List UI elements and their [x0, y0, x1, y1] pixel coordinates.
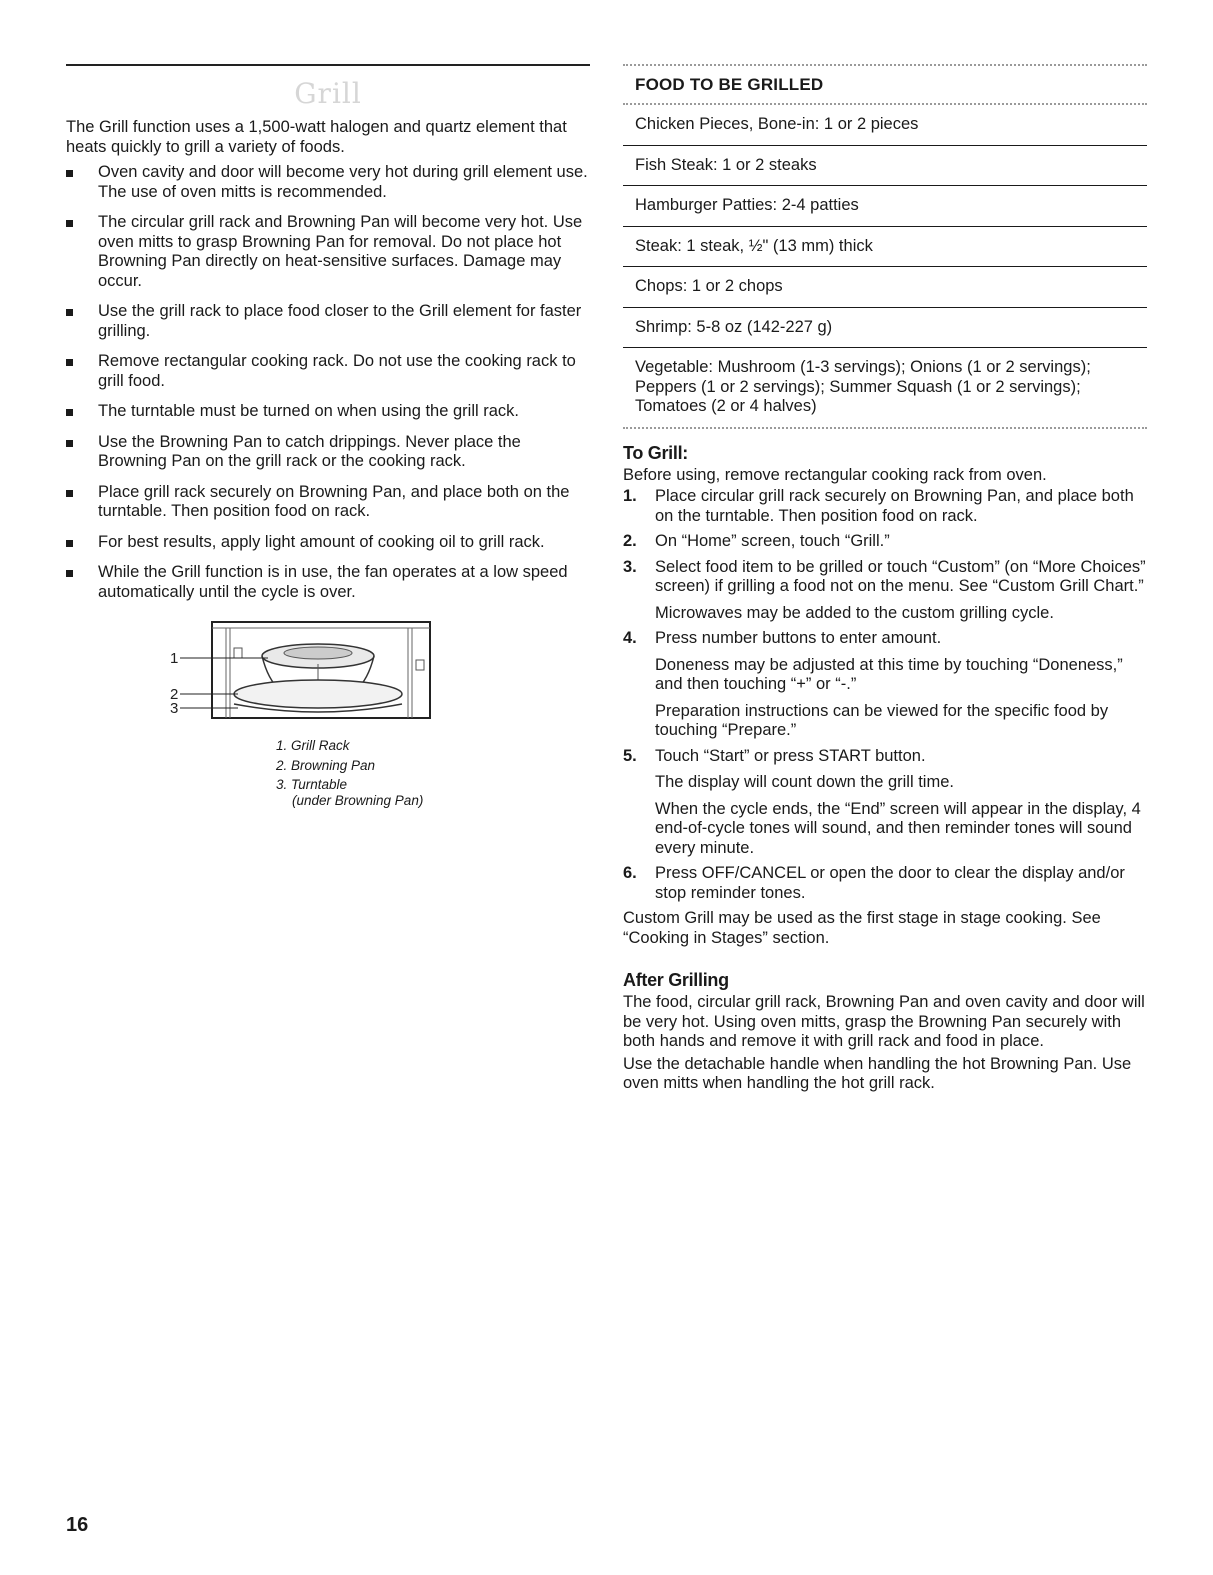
list-item [623, 558, 1147, 624]
after-grilling-section [623, 970, 1147, 1094]
left-column [66, 64, 590, 812]
step-note: The display will count down the grill time. [655, 773, 954, 791]
caption-grill-rack: 1. Grill Rack [276, 738, 350, 753]
table-bottom-rule [623, 427, 1147, 429]
right-column [623, 64, 1147, 1097]
intro-paragraph: The Grill function uses a 1,500-watt halogen and quartz element that heats quickly to grill a variety of foods. [66, 118, 567, 156]
step-number: 6. [623, 864, 637, 882]
step-note: Microwaves may be added to the custom grilling cycle. [655, 603, 1054, 622]
step-text: On “Home” screen, touch “Grill.” [655, 532, 890, 550]
step-number: 3. [623, 557, 637, 576]
callout-1: 1 [170, 650, 179, 667]
step-text: Select food item to be grilled or touch “Custom” (on “More Choices” screen) if grilling a food not on the menu. See “Custom Grill Chart.” [655, 557, 1146, 595]
page-number: 16 [66, 1514, 89, 1536]
callout-3: 3 [170, 700, 179, 717]
table-row: Vegetable: Mushroom (1-3 servings); Onions (1 or 2 servings); Peppers (1 or 2 servings); Summer Squash (1 or 2 servings); Tomatoes (2 or 4 halves) [635, 358, 1091, 415]
step-note: Preparation instructions can be viewed for the specific food by touching “Prepare.” [655, 701, 1109, 739]
to-grill-steps [623, 487, 1147, 903]
food-table [623, 105, 1147, 427]
callout-2: 2 [170, 686, 179, 703]
after-grilling-paragraph: The food, circular grill rack, Browning Pan and oven cavity and door will be very hot. Using oven mitts, grasp the Browning Pan securely with both hands and remove it with grill rack and food in place. [623, 993, 1145, 1050]
step-text: Place circular grill rack securely on Browning Pan, and place both on the turntable. Then position food on rack. [655, 487, 1134, 525]
safety-bullet-list [66, 163, 590, 602]
list-item: Remove rectangular cooking rack. Do not use the cooking rack to grill food. [66, 352, 590, 391]
food-table-header: FOOD TO BE GRILLED [635, 75, 824, 94]
list-item: Oven cavity and door will become very hot during grill element use. The use of oven mitts is recommended. [66, 163, 590, 202]
grill-diagram [168, 620, 448, 720]
step-number: 2. [623, 532, 637, 550]
list-item [623, 487, 1147, 526]
step-number: 4. [623, 629, 637, 647]
table-row: Fish Steak: 1 or 2 steaks [623, 146, 1147, 187]
step-number: 5. [623, 746, 637, 765]
figure-captions [276, 738, 590, 808]
list-item: The turntable must be turned on when using the grill rack. [66, 402, 590, 422]
to-grill-outro: Custom Grill may be used as the first stage in stage cooking. See “Cooking in Stages” section. [623, 909, 1101, 947]
list-item: The circular grill rack and Browning Pan will become very hot. Use oven mitts to grasp Browning Pan for removal. Do not place hot Browning Pan directly on heat-sensitive surfaces. Damage may occur. [66, 213, 590, 291]
list-item [623, 747, 1147, 859]
table-row: Steak: 1 steak, ½" (13 mm) thick [623, 227, 1147, 268]
step-text: Press number buttons to enter amount. [655, 629, 942, 647]
step-number: 1. [623, 487, 637, 505]
list-item [623, 629, 1147, 741]
top-rule [66, 64, 590, 66]
after-grilling-heading: After Grilling [623, 970, 729, 990]
list-item: While the Grill function is in use, the fan operates at a low speed automatically until the cycle is over. [66, 563, 590, 602]
list-item: Use the Browning Pan to catch drippings. Never place the Browning Pan on the grill rack or the cooking rack. [66, 433, 590, 472]
step-text: Press OFF/CANCEL or open the door to clear the display and/or stop reminder tones. [655, 864, 1125, 902]
list-item [623, 864, 1147, 903]
list-item: Place grill rack securely on Browning Pan, and place both on the turntable. Then position food on rack. [66, 483, 590, 522]
list-item [623, 532, 1147, 552]
after-grilling-paragraph: Use the detachable handle when handling the hot Browning Pan. Use oven mitts when handling the hot grill rack. [623, 1054, 1132, 1092]
caption-turntable-note: (under Browning Pan) [292, 792, 424, 808]
table-row: Shrimp: 5-8 oz (142-227 g) [623, 308, 1147, 349]
table-row: Chops: 1 or 2 chops [623, 267, 1147, 308]
caption-turntable: 3. Turntable [276, 777, 348, 792]
list-item: Use the grill rack to place food closer to the Grill element for faster grilling. [66, 302, 590, 341]
to-grill-heading: To Grill: [623, 442, 688, 463]
table-row: Chicken Pieces, Bone-in: 1 or 2 pieces [623, 105, 1147, 146]
table-row: Hamburger Patties: 2-4 patties [623, 186, 1147, 227]
step-note: When the cycle ends, the “End” screen will appear in the display, 4 end-of-cycle tones will sound, and then reminder tones will sound every minute. [655, 799, 1141, 857]
step-note: Doneness may be adjusted at this time by touching “Doneness,” and then touching “+” or “-.” [655, 655, 1123, 693]
step-text: Touch “Start” or press START button. [655, 746, 926, 765]
to-grill-intro: Before using, remove rectangular cooking rack from oven. [623, 465, 1047, 484]
grill-rack-illustration [168, 620, 448, 720]
section-title: Grill [294, 77, 362, 110]
list-item: For best results, apply light amount of cooking oil to grill rack. [66, 533, 590, 553]
caption-browning-pan: 2. Browning Pan [276, 757, 376, 773]
